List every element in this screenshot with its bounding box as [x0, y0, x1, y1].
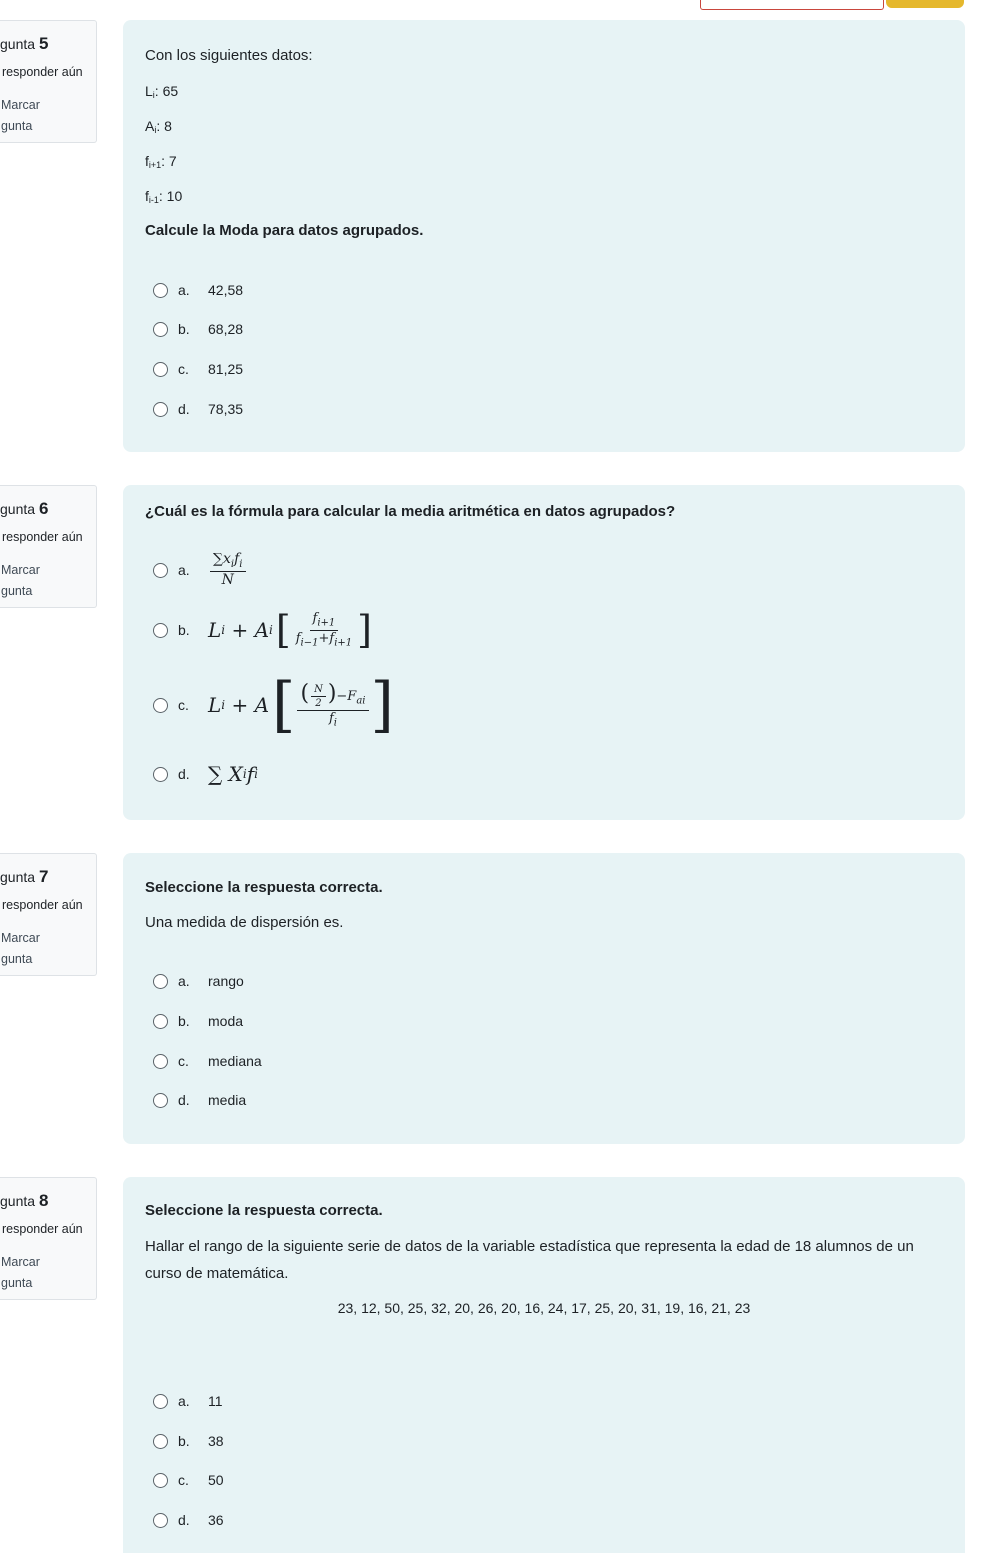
- option-a[interactable]: a. $\frac{\sum x_if_i}{N}$: [153, 560, 248, 580]
- data-line-Li: $L_i$: 65: [145, 83, 179, 100]
- radio-button[interactable]: [153, 1093, 168, 1108]
- top-yellow-button[interactable]: [886, 0, 964, 8]
- option-b[interactable]: b. moda: [153, 1011, 243, 1031]
- radio-button[interactable]: [153, 1434, 168, 1449]
- question-content-7: [123, 853, 965, 1144]
- radio-button[interactable]: [153, 362, 168, 377]
- option-c[interactable]: c. 81,25: [153, 359, 243, 379]
- flag-question-link[interactable]: Marcar gunta: [1, 1255, 40, 1290]
- option-a[interactable]: a. 42,58: [153, 280, 243, 300]
- option-a[interactable]: a. rango: [153, 971, 244, 991]
- question-state: responder aún: [2, 1222, 83, 1236]
- formula-sum-xifi: ∑ X i f i: [208, 762, 258, 786]
- question-number: gunta 7: [0, 867, 49, 886]
- question-info-5: [0, 20, 97, 143]
- formula-mean-sum-over-n: $\frac{\sum x_if_i}{N}$: [208, 552, 248, 588]
- question-number: gunta 8: [0, 1191, 49, 1210]
- radio-button[interactable]: [153, 623, 168, 638]
- radio-button[interactable]: [153, 1014, 168, 1029]
- top-bar: [0, 0, 997, 14]
- data-series: 23, 12, 50, 25, 32, 20, 26, 20, 16, 24, 17, 25, 20, 31, 19, 16, 21, 23: [337, 1300, 751, 1316]
- question-content-6: [123, 485, 965, 820]
- radio-button[interactable]: [153, 1054, 168, 1069]
- radio-button[interactable]: [153, 1513, 168, 1528]
- option-a[interactable]: a. 11: [153, 1391, 223, 1411]
- data-line-fi-plus-1: $f_{i+1}$: 7: [145, 153, 177, 170]
- question-subtext: Una medida de dispersión es.: [145, 914, 344, 931]
- radio-button[interactable]: [153, 563, 168, 578]
- radio-button[interactable]: [153, 402, 168, 417]
- radio-button[interactable]: [153, 698, 168, 713]
- option-c[interactable]: c. mediana: [153, 1051, 262, 1071]
- radio-button[interactable]: [153, 283, 168, 298]
- option-b[interactable]: b. 38: [153, 1431, 224, 1451]
- flag-question-link[interactable]: Marcar gunta: [1, 931, 40, 966]
- question-content-8: [123, 1177, 965, 1553]
- option-d[interactable]: d. 36: [153, 1510, 224, 1530]
- question-state: responder aún: [2, 530, 83, 544]
- radio-button[interactable]: [153, 767, 168, 782]
- option-c[interactable]: c. L i + A [ ( $\frac{N}{2}$ )$-F_{ai}$ $f_i$ ]: [153, 695, 394, 715]
- data-line-fi-minus-1: $f_{i-1}$: 10: [145, 188, 183, 205]
- option-d[interactable]: d. 78,35: [153, 399, 243, 419]
- formula-mode: L i + A i [ $\frac{f_{i+1}}{f_{i-1}+f_{i+1}}$ ]: [208, 608, 372, 652]
- option-c[interactable]: c. 50: [153, 1470, 224, 1490]
- option-d[interactable]: d. ∑ X i f i: [153, 764, 258, 784]
- question-content-5: [123, 20, 965, 452]
- question-prompt: ¿Cuál es la fórmula para calcular la media aritmética en datos agrupados?: [145, 503, 676, 520]
- question-subtext-line1: Hallar el rango de la siguiente serie de datos de la variable estadística que representa la edad de 18 alumnos de un: [145, 1238, 914, 1255]
- formula-median: L i + A [ ( $\frac{N}{2}$ )$-F_{ai}$ $f_i$ ]: [208, 670, 394, 740]
- data-line-Ai: $A_i$: 8: [145, 118, 172, 135]
- question-intro: Con los siguientes datos:: [145, 47, 313, 64]
- question-prompt: Seleccione la respuesta correcta.: [145, 1202, 383, 1219]
- question-prompt: Seleccione la respuesta correcta.: [145, 879, 383, 896]
- question-subtext-line2: curso de matemática.: [145, 1265, 289, 1282]
- flag-question-link[interactable]: Marcar gunta: [1, 98, 40, 133]
- option-b[interactable]: b. L i + A i [ $\frac{f_{i+1}}{f_{i-1}+f_{i+1}}$ ]: [153, 620, 372, 640]
- question-info-8: [0, 1177, 97, 1300]
- question-state: responder aún: [2, 898, 83, 912]
- option-b[interactable]: b. 68,28: [153, 319, 243, 339]
- question-number: gunta 5: [0, 34, 49, 53]
- top-navigation-box[interactable]: [700, 0, 884, 10]
- radio-button[interactable]: [153, 974, 168, 989]
- radio-button[interactable]: [153, 1394, 168, 1409]
- question-info-7: [0, 853, 97, 976]
- question-info-6: [0, 485, 97, 608]
- question-prompt: Calcule la Moda para datos agrupados.: [145, 222, 424, 239]
- radio-button[interactable]: [153, 322, 168, 337]
- option-d[interactable]: d. media: [153, 1090, 246, 1110]
- radio-button[interactable]: [153, 1473, 168, 1488]
- flag-question-link[interactable]: Marcar gunta: [1, 563, 40, 598]
- question-number: gunta 6: [0, 499, 49, 518]
- question-state: responder aún: [2, 65, 83, 79]
